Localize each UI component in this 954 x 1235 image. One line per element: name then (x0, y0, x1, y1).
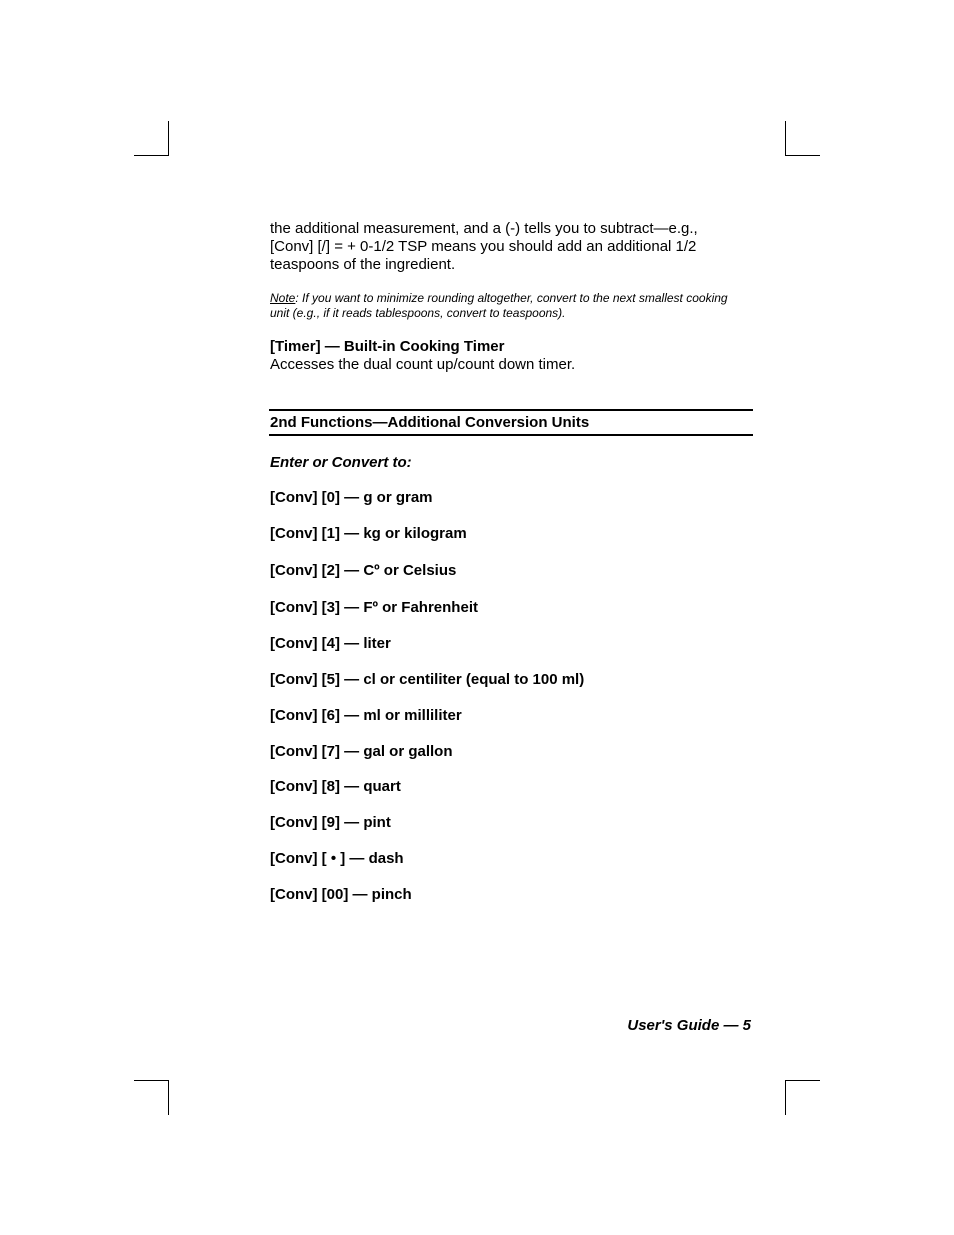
conv-item: [Conv] [9] — pint (270, 814, 391, 831)
conv-item: [Conv] [5] — cl or centiliter (equal to 100 ml) (270, 671, 585, 688)
conv-item: [Conv] [8] — quart (270, 778, 401, 795)
conv-item: [Conv] [0] — g or gram (270, 489, 433, 506)
note-label: Note (270, 291, 296, 305)
conv-item: [Conv] [00] — pinch (270, 886, 412, 903)
intro-line-2: [Conv] [/] = + 0-1/2 TSP means you should add an additional 1/2 (270, 238, 697, 255)
conv-item: [Conv] [7] — gal or gallon (270, 743, 453, 760)
page-footer: User's Guide — 5 (627, 1017, 751, 1034)
conv-item: [Conv] [3] — Fº or Fahrenheit (270, 599, 478, 616)
rounding-note (270, 291, 754, 320)
note-text-line-2: unit (e.g., if it reads tablespoons, convert to teaspoons). (270, 305, 566, 320)
conv-item: [Conv] [1] — kg or kilogram (270, 525, 467, 542)
conv-item: [Conv] [ • ] — dash (270, 850, 404, 867)
conv-item: [Conv] [6] — ml or milliliter (270, 707, 462, 724)
intro-paragraph (270, 220, 754, 274)
section-header (269, 409, 753, 436)
crop-mark-top-right-vertical (785, 121, 786, 156)
crop-mark-top-right-horizontal (785, 155, 820, 156)
timer-title: [Timer] — Built-in Cooking Timer (270, 338, 505, 355)
conv-item: [Conv] [2] — Cº or Celsius (270, 562, 457, 579)
timer-description: Accesses the dual count up/count down timer. (270, 356, 576, 373)
crop-mark-bottom-right-horizontal (785, 1080, 820, 1081)
section-title: 2nd Functions—Additional Conversion Units (270, 414, 590, 431)
crop-mark-bottom-left-vertical (168, 1080, 169, 1115)
crop-mark-top-left-vertical (168, 121, 169, 156)
intro-line-1: the additional measurement, and a (-) tells you to subtract—e.g., (270, 220, 698, 237)
conv-item: [Conv] [4] — liter (270, 635, 391, 652)
crop-mark-bottom-right-vertical (785, 1080, 786, 1115)
intro-line-3: teaspoons of the ingredient. (270, 256, 456, 273)
section-subhead: Enter or Convert to: (270, 454, 412, 471)
timer-section (270, 338, 754, 374)
note-text-line-1: : If you want to minimize rounding altogether, convert to the next smallest cooking (295, 291, 728, 305)
crop-mark-top-left-horizontal (134, 155, 169, 156)
crop-mark-bottom-left-horizontal (134, 1080, 169, 1081)
